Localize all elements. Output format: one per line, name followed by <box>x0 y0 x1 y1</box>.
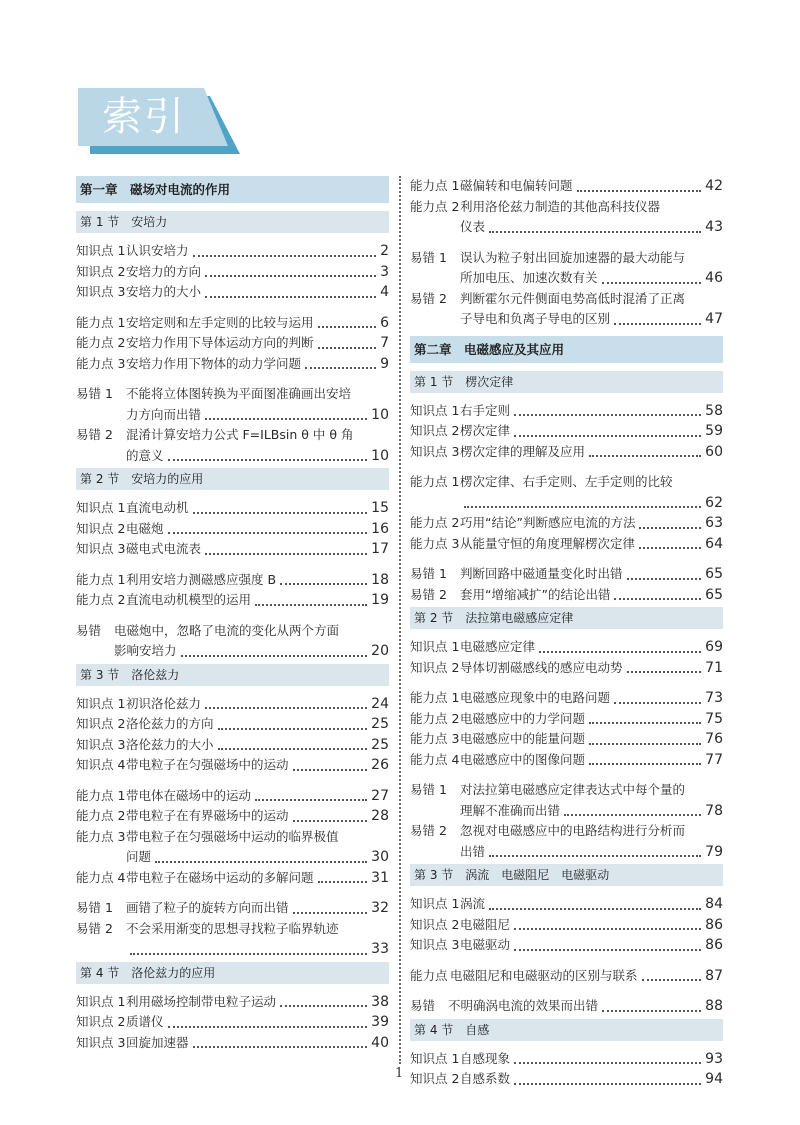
entry-label: 能力点 2 <box>410 198 460 214</box>
entry-label: 知识点 2 <box>76 263 126 279</box>
page-ref: 65 <box>705 566 723 582</box>
entry-label: 知识点 1 <box>76 500 126 515</box>
leader-dots <box>205 707 367 709</box>
entry-text: 涡流 <box>460 896 486 911</box>
entry-label: 能力点 4 <box>410 751 460 767</box>
leader-dots <box>589 763 701 765</box>
index-entry[interactable] <box>76 539 389 560</box>
leader-dots <box>318 326 377 328</box>
entry-label: 易错 1 <box>410 249 447 265</box>
page-ref: 25 <box>371 716 389 732</box>
leader-dots <box>514 1083 701 1085</box>
index-entry[interactable] <box>76 384 389 425</box>
leader-dots <box>168 532 368 534</box>
entry-text: 不明确涡电流的效果而出错 <box>448 998 599 1013</box>
entry-text-line2: 影响安培力 <box>114 643 177 658</box>
index-entry[interactable] <box>76 519 389 540</box>
page-ref: 25 <box>371 736 389 753</box>
entry-label: 知识点 2 <box>76 716 126 731</box>
page-ref: 18 <box>371 571 389 588</box>
leader-dots <box>489 908 701 910</box>
page-ref: 20 <box>371 643 389 659</box>
index-entry[interactable] <box>410 688 723 709</box>
page-ref: 7 <box>380 335 389 351</box>
entry-text: 安培力的方向 <box>126 263 202 279</box>
entry-text: 从能量守恒的角度理解楞次定律 <box>460 535 636 551</box>
page-ref: 76 <box>705 731 723 747</box>
index-entry[interactable] <box>76 898 389 919</box>
page-ref: 32 <box>371 900 389 916</box>
entry-label: 能力点 3 <box>410 535 460 551</box>
index-entry[interactable] <box>410 821 723 862</box>
page-ref: 75 <box>705 710 723 727</box>
page-ref: 6 <box>380 314 389 331</box>
entry-text: 电磁感应中的图像问题 <box>460 751 586 767</box>
index-entry[interactable] <box>410 996 723 1017</box>
page-ref: 60 <box>705 443 723 460</box>
index-entry[interactable] <box>410 935 723 956</box>
entry-label: 知识点 3 <box>410 443 460 459</box>
section-heading: 第 1 节 楞次定律 <box>410 371 723 393</box>
page-ref: 58 <box>705 402 723 419</box>
page-ref: 19 <box>371 592 389 608</box>
index-title-tab <box>78 88 238 150</box>
section-heading: 第 3 节 涡流 电磁阻尼 电磁驱动 <box>410 864 723 886</box>
entry-label: 能力点 2 <box>410 710 460 726</box>
entry-label: 知识点 1 <box>76 695 126 711</box>
leader-dots <box>489 855 701 857</box>
entry-label: 知识点 4 <box>76 757 126 772</box>
index-entry[interactable] <box>410 513 723 534</box>
leader-dots <box>627 671 702 673</box>
entry-label: 能力点 1 <box>76 314 126 330</box>
leader-dots <box>514 949 701 951</box>
entry-label: 知识点 1 <box>410 402 460 418</box>
leader-dots <box>193 1046 368 1048</box>
entry-text: 洛伦兹力的方向 <box>126 716 214 731</box>
entry-text: 带电体在磁场中的运动 <box>126 787 252 803</box>
entry-label: 知识点 2 <box>410 1071 460 1086</box>
index-entry[interactable] <box>410 585 723 606</box>
leader-dots <box>589 743 701 745</box>
index-entry[interactable] <box>76 1033 389 1054</box>
entry-text: 楞次定律的理解及应用 <box>460 443 586 459</box>
page-ref: 24 <box>371 695 389 712</box>
page-ref: 38 <box>371 993 389 1010</box>
index-entry[interactable] <box>410 472 723 513</box>
leader-dots <box>614 598 701 600</box>
leader-dots <box>639 527 701 529</box>
index-entry[interactable] <box>76 241 389 262</box>
page-ref: 78 <box>705 802 723 819</box>
index-entry[interactable] <box>76 786 389 807</box>
leader-dots <box>318 881 368 883</box>
entry-label: 知识点 1 <box>76 243 126 258</box>
page-ref: 16 <box>371 520 389 537</box>
page-ref: 93 <box>705 1050 723 1067</box>
entry-text: 带电粒子在有界磁场中的运动 <box>126 808 289 823</box>
index-entry[interactable] <box>410 709 723 730</box>
entry-label: 易错 <box>76 622 102 638</box>
entry-text: 磁电式电流表 <box>126 541 202 556</box>
entry-text: 安培力作用下导体运动方向的判断 <box>126 335 314 350</box>
leader-dots <box>318 347 377 349</box>
entry-text-line2: 的意义 <box>126 447 164 463</box>
page-ref: 42 <box>705 178 723 194</box>
leader-dots <box>280 1005 367 1007</box>
page-ref: 4 <box>380 284 389 300</box>
entry-text: 认识安培力 <box>126 243 189 258</box>
page-ref: 27 <box>371 787 389 804</box>
section-heading: 第 3 节 洛伦兹力 <box>76 664 389 686</box>
entry-text-line2: 子导电和负离子导电的区别 <box>460 311 611 326</box>
index-entry[interactable] <box>76 919 389 960</box>
page-ref: 84 <box>705 896 723 912</box>
page-ref: 10 <box>371 406 389 423</box>
index-entry[interactable] <box>410 780 723 821</box>
entry-text-line1: 电磁炮中，忽略了电流的变化从两个方面 <box>114 622 340 638</box>
entry-text: 右手定则 <box>460 402 511 418</box>
index-entry[interactable] <box>76 262 389 283</box>
page-ref: 39 <box>371 1014 389 1030</box>
entry-text-line2: 问题 <box>126 849 152 864</box>
leader-dots <box>602 1010 701 1012</box>
index-entry[interactable] <box>76 694 389 715</box>
index-entry[interactable] <box>410 637 723 658</box>
entry-label: 易错 2 <box>76 427 113 442</box>
leader-dots <box>564 814 701 816</box>
section-heading: 第 4 节 洛伦兹力的应用 <box>76 962 389 984</box>
leader-dots <box>255 604 367 606</box>
entry-text-line1: 利用洛伦兹力制造的其他高科技仪器 <box>460 198 661 214</box>
page-ref: 65 <box>705 586 723 603</box>
entry-text: 自感系数 <box>460 1071 511 1086</box>
leader-dots <box>514 1062 701 1064</box>
leader-dots <box>181 655 368 657</box>
entry-label: 能力点 4 <box>76 869 126 885</box>
entry-text-line1: 带电粒子在匀强磁场中运动的临界极值 <box>126 828 339 844</box>
index-entry[interactable] <box>410 401 723 422</box>
index-entry[interactable] <box>410 197 723 238</box>
index-entry[interactable] <box>410 915 723 936</box>
entry-text: 电磁炮 <box>126 520 164 536</box>
entry-text-line2: 理解不准确而出错 <box>460 802 561 818</box>
entry-label: 易错 <box>410 998 436 1013</box>
entry-text: 判断回路中磁通量变化时出错 <box>460 566 623 581</box>
index-entry[interactable] <box>76 621 389 662</box>
entry-text: 直流电动机模型的运用 <box>126 592 252 607</box>
entry-text: 电磁感应中的能量问题 <box>460 731 586 746</box>
page-ref: 73 <box>705 690 723 706</box>
entry-label: 能力点 2 <box>410 515 460 530</box>
page-ref: 94 <box>705 1071 723 1087</box>
leader-dots <box>614 323 701 325</box>
page-ref: 17 <box>371 541 389 557</box>
entry-label: 知识点 3 <box>76 284 126 299</box>
entry-label: 能力点 3 <box>76 355 126 371</box>
entry-text: 直流电动机 <box>126 500 189 515</box>
entry-text: 套用“增缩减扩”的结论出错 <box>460 586 611 602</box>
entry-label: 能力点 3 <box>410 731 460 746</box>
page-ref: 10 <box>371 447 389 464</box>
index-entry[interactable] <box>76 498 389 519</box>
entry-label: 能力点 1 <box>76 787 126 803</box>
entry-text: 初识洛伦兹力 <box>126 695 202 711</box>
entry-label: 知识点 3 <box>76 1034 126 1050</box>
leader-dots <box>218 728 368 730</box>
index-entry[interactable] <box>76 806 389 827</box>
entry-label: 知识点 1 <box>76 993 126 1009</box>
leader-dots <box>577 190 702 192</box>
index-entry[interactable] <box>76 755 389 776</box>
entry-label: 能力点 3 <box>76 828 126 844</box>
index-entry[interactable] <box>410 176 723 197</box>
entry-label: 知识点 2 <box>76 520 126 536</box>
leader-dots <box>168 459 368 461</box>
entry-text: 质谱仪 <box>126 1014 164 1029</box>
section-heading: 第 1 节 安培力 <box>76 211 389 233</box>
page-ref: 64 <box>705 535 723 552</box>
entry-text-line2: 力方向而出错 <box>126 406 202 422</box>
column-divider <box>399 176 401 1064</box>
entry-label: 能力点 1 <box>76 571 126 587</box>
chapter-heading: 第二章 电磁感应及其应用 <box>410 336 723 363</box>
leader-dots <box>514 435 701 437</box>
page-ref: 88 <box>705 998 723 1014</box>
entry-text-line1: 楞次定律、右手定则、左手定则的比较 <box>460 474 673 489</box>
page-ref: 9 <box>380 355 389 372</box>
entry-label: 知识点 2 <box>410 659 460 675</box>
entry-label: 易错 1 <box>410 566 447 581</box>
index-entry[interactable] <box>410 966 723 987</box>
entry-label: 易错 2 <box>410 290 447 306</box>
leader-dots <box>205 296 376 298</box>
index-entry[interactable] <box>76 590 389 611</box>
entry-text: 电磁驱动 <box>460 937 511 952</box>
entry-text: 带电粒子在匀强磁场中的运动 <box>126 757 289 772</box>
index-entry[interactable] <box>76 354 389 375</box>
entry-label: 能力点 1 <box>410 178 460 193</box>
leader-dots <box>205 275 376 277</box>
index-entry[interactable] <box>410 658 723 679</box>
page-ref: 26 <box>371 757 389 773</box>
entry-text: 画错了粒子的旋转方向而出错 <box>126 900 289 915</box>
leader-dots <box>193 512 368 514</box>
entry-text: 电磁阻尼和电磁驱动的区别与联系 <box>450 967 638 983</box>
entry-text: 电磁感应现象中的电路问题 <box>460 690 611 705</box>
page-ref: 87 <box>705 967 723 984</box>
leader-dots <box>539 651 701 653</box>
index-entry[interactable] <box>410 289 723 330</box>
entry-text: 安培力的大小 <box>126 284 202 299</box>
index-entry[interactable] <box>76 1012 389 1033</box>
leader-dots <box>168 1026 368 1028</box>
page-ref: 77 <box>705 751 723 768</box>
index-entry[interactable] <box>76 570 389 591</box>
left-column <box>76 176 389 1053</box>
section-heading: 第 2 节 安培力的应用 <box>76 468 389 490</box>
page-ref: 33 <box>371 941 389 957</box>
page-ref: 28 <box>371 808 389 824</box>
entry-label: 易错 1 <box>76 386 113 401</box>
entry-text-line2: 出错 <box>460 843 486 859</box>
leader-dots <box>642 979 702 981</box>
index-entry[interactable] <box>76 282 389 303</box>
leader-dots <box>205 418 367 420</box>
index-entry[interactable] <box>76 735 389 756</box>
entry-label: 知识点 1 <box>410 639 460 654</box>
leader-dots <box>464 506 701 508</box>
leader-dots <box>130 953 367 955</box>
page-ref: 46 <box>705 270 723 286</box>
index-entry[interactable] <box>410 894 723 915</box>
page-ref: 15 <box>371 500 389 516</box>
page-ref: 31 <box>371 869 389 886</box>
page-ref: 3 <box>380 263 389 280</box>
entry-text-line1: 不能将立体图转换为平面图准确画出安培 <box>126 386 352 401</box>
entry-text: 电磁感应定律 <box>460 639 536 654</box>
leader-dots <box>514 928 701 930</box>
entry-text: 利用磁场控制带电粒子运动 <box>126 993 277 1009</box>
page-title: 索引 <box>102 94 186 140</box>
entry-label: 能力点 <box>410 967 448 983</box>
leader-dots <box>280 583 367 585</box>
leader-dots <box>218 748 368 750</box>
entry-text: 磁偏转和电偏转问题 <box>460 178 573 193</box>
page-ref: 62 <box>705 494 723 511</box>
entry-text: 巧用“结论”判断感应电流的方法 <box>460 515 636 530</box>
index-entry[interactable] <box>410 1049 723 1070</box>
leader-dots <box>514 414 701 416</box>
leader-dots <box>305 367 376 369</box>
entry-label: 知识点 2 <box>76 1014 126 1029</box>
entry-text: 安培力作用下物体的动力学问题 <box>126 355 302 371</box>
leader-dots <box>589 455 701 457</box>
page-ref: 71 <box>705 659 723 676</box>
entry-label: 知识点 3 <box>410 937 460 952</box>
index-entry[interactable] <box>410 534 723 555</box>
leader-dots <box>627 578 702 580</box>
index-entry[interactable] <box>410 564 723 585</box>
index-entry[interactable] <box>76 425 389 466</box>
leader-dots <box>639 547 701 549</box>
entry-label: 易错 2 <box>410 823 447 838</box>
leader-dots <box>205 553 367 555</box>
entry-text: 电磁感应中的力学问题 <box>460 710 586 726</box>
entry-label: 易错 1 <box>410 782 447 797</box>
entry-text-line1: 判断霍尔元件侧面电势高低时混淆了正离 <box>460 290 686 306</box>
entry-text-line2: 仪表 <box>460 219 486 234</box>
section-heading: 第 4 节 自感 <box>410 1019 723 1041</box>
entry-text-line1: 混淆计算安培力公式 F=ILBsin θ 中 θ 角 <box>126 427 354 442</box>
page-ref: 86 <box>705 916 723 933</box>
entry-text-line1: 误认为粒子射出回旋加速器的最大动能与 <box>460 249 686 265</box>
index-entry[interactable] <box>76 868 389 889</box>
entry-text: 导体切割磁感线的感应电动势 <box>460 659 623 675</box>
entry-label: 能力点 2 <box>76 808 126 823</box>
entry-text: 利用安培力测磁感应强度 B <box>126 571 277 587</box>
index-entry[interactable] <box>410 750 723 771</box>
right-column <box>410 176 723 1090</box>
entry-label: 能力点 1 <box>410 474 460 489</box>
entry-label: 知识点 3 <box>76 736 126 752</box>
leader-dots <box>193 255 377 257</box>
index-entry[interactable] <box>76 313 389 334</box>
page-ref: 47 <box>705 311 723 327</box>
page-ref: 59 <box>705 423 723 439</box>
index-entry[interactable] <box>410 442 723 463</box>
index-entry[interactable] <box>410 1069 723 1090</box>
index-entry[interactable] <box>410 421 723 442</box>
entry-text: 电磁阻尼 <box>460 916 511 932</box>
leader-dots <box>589 722 701 724</box>
entry-label: 知识点 2 <box>410 916 460 932</box>
leader-dots <box>293 912 368 914</box>
entry-text: 回旋加速器 <box>126 1034 189 1050</box>
entry-label: 能力点 1 <box>410 690 460 705</box>
entry-label: 知识点 1 <box>410 1050 460 1066</box>
entry-text: 安培定则和左手定则的比较与运用 <box>126 314 314 330</box>
leader-dots <box>293 820 368 822</box>
index-entry[interactable] <box>76 992 389 1013</box>
entry-label: 易错 2 <box>76 920 113 936</box>
index-entry[interactable] <box>410 729 723 750</box>
section-heading: 第 2 节 法拉第电磁感应定律 <box>410 607 723 629</box>
entry-text: 楞次定律 <box>460 423 511 438</box>
index-entry[interactable] <box>76 714 389 735</box>
page-ref: 40 <box>371 1034 389 1051</box>
chapter-heading: 第一章 磁场对电流的作用 <box>76 176 389 203</box>
entry-label: 能力点 2 <box>76 592 126 607</box>
page-ref: 86 <box>705 937 723 953</box>
leader-dots <box>155 861 367 863</box>
entry-label: 易错 2 <box>410 586 447 602</box>
leader-dots <box>255 799 367 801</box>
page-ref: 79 <box>705 843 723 860</box>
entry-label: 易错 1 <box>76 900 113 915</box>
entry-label: 知识点 2 <box>410 423 460 438</box>
entry-text: 洛伦兹力的大小 <box>126 736 214 752</box>
page-number: 1 <box>395 1066 404 1081</box>
index-entry[interactable] <box>76 827 389 868</box>
entry-text: 带电粒子在磁场中运动的多解问题 <box>126 869 314 885</box>
entry-text-line1: 忽视对电磁感应中的电路结构进行分析而 <box>460 823 686 838</box>
entry-text-line2: 所加电压、加速次数有关 <box>460 270 598 285</box>
leader-dots <box>614 702 701 704</box>
leader-dots <box>489 231 701 233</box>
page-ref: 43 <box>705 219 723 235</box>
entry-text: 自感现象 <box>460 1050 511 1066</box>
index-entry[interactable] <box>76 333 389 354</box>
entry-label: 能力点 2 <box>76 335 126 350</box>
entry-label: 知识点 3 <box>76 541 126 556</box>
entry-text-line1: 不会采用渐变的思想寻找粒子临界轨迹 <box>126 920 339 936</box>
page-ref: 69 <box>705 639 723 655</box>
page-ref: 2 <box>380 243 389 259</box>
entry-text-line1: 对法拉第电磁感应定律表达式中每个量的 <box>460 782 686 797</box>
page-ref: 63 <box>705 515 723 531</box>
page-ref: 30 <box>371 849 389 865</box>
leader-dots <box>602 282 702 284</box>
entry-label: 知识点 1 <box>410 896 460 911</box>
index-entry[interactable] <box>410 248 723 289</box>
leader-dots <box>293 769 368 771</box>
